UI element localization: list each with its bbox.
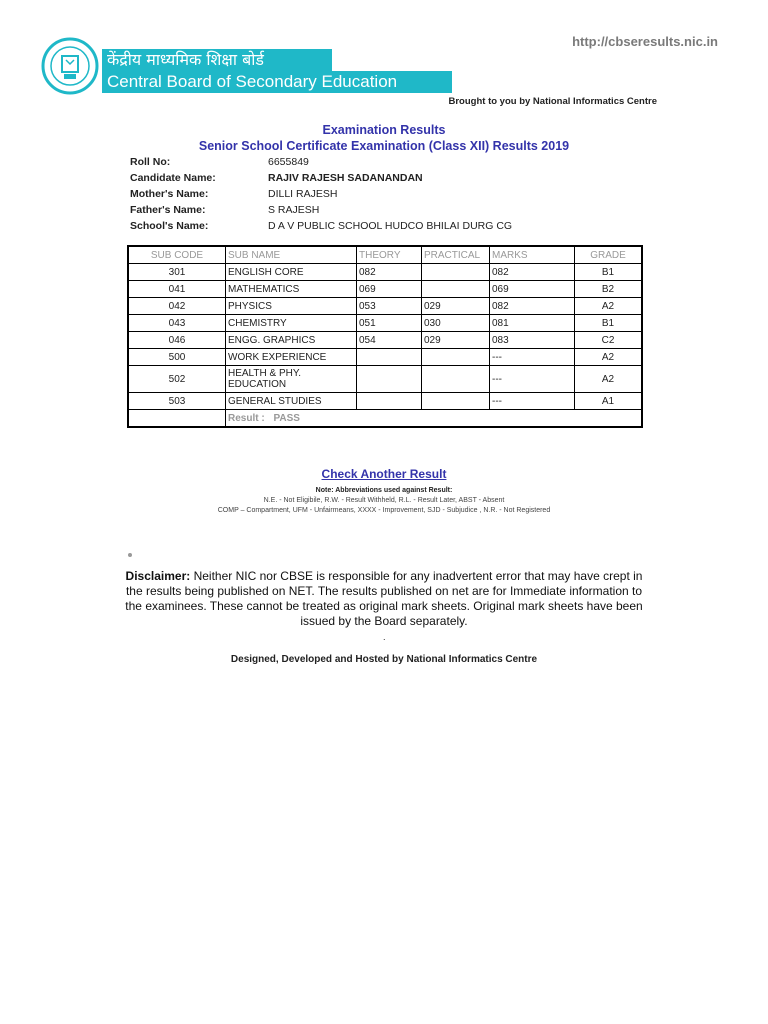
table-row: [128, 315, 642, 332]
theory-cell: 054: [357, 332, 422, 349]
marks-cell: ---: [490, 366, 575, 393]
table-row: [128, 281, 642, 298]
theory-cell: 082: [357, 264, 422, 281]
bullet-icon: [128, 553, 132, 557]
marks-cell: ---: [490, 393, 575, 410]
mother-name-value: DILLI RAJESH: [268, 188, 338, 200]
table-header-row: [128, 246, 642, 264]
sub-code-cell: 043: [128, 315, 226, 332]
theory-cell: [357, 349, 422, 366]
sub-code-cell: 042: [128, 298, 226, 315]
result-empty-cell: [128, 410, 226, 428]
cbse-logo: [40, 36, 100, 96]
col-practical: PRACTICAL: [422, 246, 490, 264]
practical-cell: [422, 281, 490, 298]
sub-name-cell: GENERAL STUDIES: [226, 393, 357, 410]
practical-cell: [422, 264, 490, 281]
separator-dot: .: [383, 632, 386, 642]
candidate-name-value: RAJIV RAJESH SADANANDAN: [268, 172, 423, 184]
disclaimer-text: Neither NIC nor CBSE is responsible for any inadvertent error that may have crept in the results being published on NET. The results published on net are for Immediate information to the examinees. These cannot be treated as original mark sheets. Original mark sheets have been issued by the Board separately.: [125, 569, 643, 628]
theory-cell: 051: [357, 315, 422, 332]
grade-cell: A2: [575, 298, 643, 315]
mother-name-label: Mother's Name:: [130, 188, 209, 200]
sub-name-cell: HEALTH & PHY. EDUCATION: [226, 366, 357, 393]
sub-name-cell: MATHEMATICS: [226, 281, 357, 298]
sub-name-cell: PHYSICS: [226, 298, 357, 315]
father-name-value: S RAJESH: [268, 204, 320, 216]
sub-code-cell: 503: [128, 393, 226, 410]
sub-code-cell: 041: [128, 281, 226, 298]
table-row: [128, 366, 642, 393]
practical-cell: 029: [422, 332, 490, 349]
site-url[interactable]: http://cbseresults.nic.in: [572, 34, 718, 49]
col-sub-code: SUB CODE: [128, 246, 226, 264]
abbreviations-note-title: Note: Abbreviations used against Result:: [315, 487, 453, 494]
disclaimer-label: Disclaimer:: [125, 569, 191, 583]
sub-name-cell: WORK EXPERIENCE: [226, 349, 357, 366]
roll-label: Roll No:: [130, 156, 171, 168]
exam-subtitle: Senior School Certificate Examination (Class XII) Results 2019: [198, 139, 570, 153]
result-row: [128, 410, 642, 428]
grade-cell: A2: [575, 366, 643, 393]
table-row: [128, 298, 642, 315]
marks-cell: 082: [490, 264, 575, 281]
col-sub-name: SUB NAME: [226, 246, 357, 264]
grade-cell: A1: [575, 393, 643, 410]
theory-cell: [357, 366, 422, 393]
exam-title: Examination Results: [322, 123, 446, 137]
result-value: PASS: [273, 412, 300, 424]
sub-name-cell: ENGLISH CORE: [226, 264, 357, 281]
abbreviations-line-1: N.E. - Not Eligibile, R.W. - Result Withheld, R.L. - Result Later, ABST - Absent: [263, 497, 505, 504]
marks-table: [127, 245, 643, 428]
board-title-english: Central Board of Secondary Education: [102, 71, 452, 93]
sub-code-cell: 502: [128, 366, 226, 393]
school-name-label: School's Name:: [130, 220, 209, 232]
sub-code-cell: 301: [128, 264, 226, 281]
theory-cell: 069: [357, 281, 422, 298]
disclaimer: [125, 569, 643, 629]
marks-table-body: [128, 264, 642, 428]
grade-cell: B1: [575, 315, 643, 332]
col-marks: MARKS: [490, 246, 575, 264]
col-theory: THEORY: [357, 246, 422, 264]
result-label: Result :: [228, 412, 265, 424]
roll-value: 6655849: [268, 156, 309, 168]
grade-cell: C2: [575, 332, 643, 349]
theory-cell: [357, 393, 422, 410]
grade-cell: B1: [575, 264, 643, 281]
grade-cell: A2: [575, 349, 643, 366]
abbreviations-line-2: COMP – Compartment, UFM - Unfairmeans, XXXX - Improvement, SJD - Subjudice , N.R. - Not Registered: [217, 507, 551, 514]
father-name-label: Father's Name:: [130, 204, 206, 216]
marks-cell: 081: [490, 315, 575, 332]
practical-cell: 029: [422, 298, 490, 315]
marks-cell: 083: [490, 332, 575, 349]
theory-cell: 053: [357, 298, 422, 315]
practical-cell: 030: [422, 315, 490, 332]
sub-code-cell: 046: [128, 332, 226, 349]
practical-cell: [422, 349, 490, 366]
check-another-result-link[interactable]: Check Another Result: [321, 467, 447, 481]
col-grade: GRADE: [575, 246, 643, 264]
grade-cell: B2: [575, 281, 643, 298]
school-name-value: D A V PUBLIC SCHOOL HUDCO BHILAI DURG CG: [268, 220, 513, 232]
result-cell: [226, 410, 643, 428]
practical-cell: [422, 366, 490, 393]
table-row: [128, 393, 642, 410]
practical-cell: [422, 393, 490, 410]
table-row: [128, 332, 642, 349]
table-row: [128, 264, 642, 281]
board-title-hindi: केंद्रीय माध्यमिक शिक्षा बोर्ड: [102, 49, 332, 71]
sub-code-cell: 500: [128, 349, 226, 366]
candidate-name-label: Candidate Name:: [130, 172, 216, 184]
footer-credit: Designed, Developed and Hosted by National Informatics Centre: [230, 654, 538, 665]
table-row: [128, 349, 642, 366]
sub-name-cell: ENGG. GRAPHICS: [226, 332, 357, 349]
marks-cell: ---: [490, 349, 575, 366]
brought-by-text: Brought to you by National Informatics Centre: [448, 96, 657, 107]
marks-cell: 082: [490, 298, 575, 315]
marks-cell: 069: [490, 281, 575, 298]
sub-name-cell: CHEMISTRY: [226, 315, 357, 332]
